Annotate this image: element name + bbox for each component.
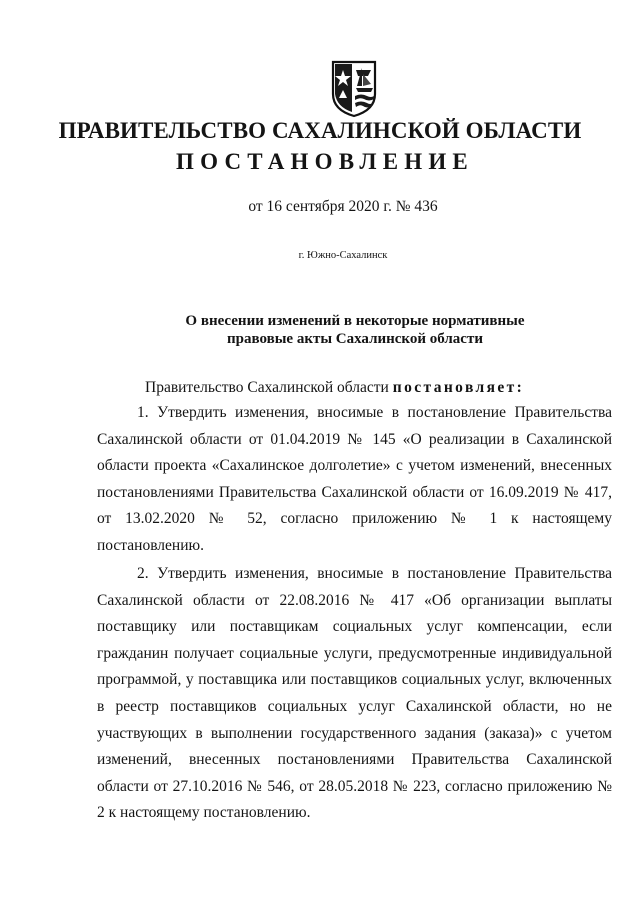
government-title: ПРАВИТЕЛЬСТВО САХАЛИНСКОЙ ОБЛАСТИ — [58, 118, 582, 143]
document-city: г. Южно-Сахалинск — [298, 250, 388, 261]
preamble-text: Правительство Сахалинской области — [145, 379, 393, 396]
document-type: ПОСТАНОВЛЕНИЕ — [176, 149, 474, 174]
subject-line-2: правовые акты Сахалинской области — [227, 331, 483, 347]
paragraph-2: 2. Утвердить изменения, вносимые в постановление Правительства Сахалинской области от 22.08.2016 № 417 «Об организации выплаты поставщику или поставщикам социальных услуг компенсации, если гражданин получает социальные услуги, предусмотренные индивидуальной программой, у поставщика или поставщиков социальных услуг, включенных в реестр поставщиков социальных услуг Сахалинской области, но не участвующих в выполнении государственного задания (заказа)» с учетом изменений, внесенных постановлениями Правительства Сахалинской области от 27.10.2016 № 546, от 28.05.2018 № 223, согласно приложению № 2 к настоящему постановлению. — [97, 565, 612, 822]
sakhalin-coat-of-arms-icon — [331, 60, 377, 118]
paragraph-1: 1. Утвердить изменения, вносимые в постановление Правительства Сахалинской области от 01.04.2019 № 145 «О реализации в Сахалинской области проекта «Сахалинское долголетие» с учетом изменений, внесенных постановлениями Правительства Сахалинской области от 16.09.2019 № 417, от 13.02.2020 № 52, согласно приложению № 1 к настоящему постановлению. — [97, 404, 612, 554]
preamble — [145, 379, 524, 397]
document-date-number: от 16 сентября 2020 г. № 436 — [248, 198, 438, 215]
subject-line-1: О внесении изменений в некоторые нормативные — [185, 313, 525, 329]
document-subject — [0, 312, 640, 348]
decree-word: постановляет: — [392, 379, 525, 396]
